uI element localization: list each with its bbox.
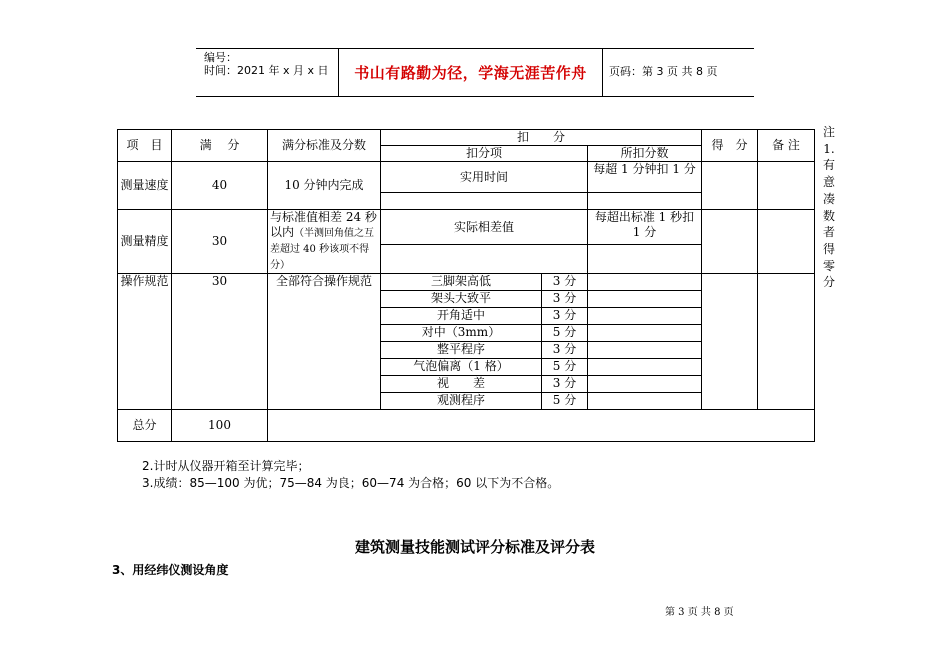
- norm-subitem-points: 3 分: [542, 342, 588, 359]
- header-deduct: 扣 分: [381, 130, 702, 146]
- norm-subitem-deduct: [588, 359, 702, 376]
- norm-subitem: 三脚架高低: [381, 274, 542, 291]
- norm-subitem-points: 5 分: [542, 359, 588, 376]
- row-norm-standard: 全部符合操作规范: [268, 274, 381, 410]
- norm-subitem-points: 5 分: [542, 325, 588, 342]
- norm-subitem-points: 3 分: [542, 376, 588, 393]
- header-divider-right: [602, 48, 603, 97]
- code-label: 编号：: [204, 51, 237, 64]
- header-standard: 满分标准及分数: [268, 130, 381, 162]
- header-score: 得 分: [702, 130, 758, 162]
- row-precision-deduct-item: 实际相差值: [381, 210, 588, 245]
- side-note: 注 1.有意凑数者得零分: [822, 125, 835, 290]
- row-total-full: 100: [172, 410, 268, 442]
- row-speed-deduct-score: 每超 1 分钟扣 1 分: [588, 162, 702, 193]
- norm-subitem-points: 3 分: [542, 308, 588, 325]
- norm-subitem-deduct: [588, 291, 702, 308]
- score-table: [117, 129, 815, 442]
- norm-subitem-deduct: [588, 325, 702, 342]
- header-full-score: 满 分: [172, 130, 268, 162]
- row-precision-score-blank: [588, 245, 702, 274]
- row-norm-remark: [758, 274, 815, 410]
- norm-subitem: 整平程序: [381, 342, 542, 359]
- norm-subitem-deduct: [588, 274, 702, 291]
- row-precision-full: 30: [172, 210, 268, 274]
- norm-subitem-points: 5 分: [542, 393, 588, 410]
- norm-subitem: 气泡偏离（1 格）: [381, 359, 542, 376]
- row-total-blank: [268, 410, 815, 442]
- section-title: 3、用经纬仪测设角度: [112, 563, 229, 577]
- norm-subitem: 对中（3mm）: [381, 325, 542, 342]
- row-speed-standard: 10 分钟内完成: [268, 162, 381, 210]
- row-speed-deduct-item: 实用时间: [381, 162, 588, 193]
- header-bottom-rule: [196, 96, 754, 97]
- row-precision-item: 测量精度: [118, 210, 172, 274]
- header-top-rule: [196, 48, 754, 49]
- note-line-3: 3.成绩：85—100 为优；75—84 为良；60—74 为合格；60 以下为不合格。: [142, 476, 560, 490]
- header-item: 项 目: [118, 130, 172, 162]
- note-line-2: 2.计时从仪器开箱至计算完毕；: [142, 459, 310, 473]
- norm-subitem: 观测程序: [381, 393, 542, 410]
- norm-subitem-deduct: [588, 376, 702, 393]
- row-norm-full: 30: [172, 274, 268, 410]
- page-label: 页码：第 3 页 共 8 页: [609, 65, 718, 78]
- norm-subitem: 视 差: [381, 376, 542, 393]
- norm-subitem: 开角适中: [381, 308, 542, 325]
- row-precision-standard: [268, 210, 381, 274]
- header-deduct-item: 扣分项: [381, 146, 588, 162]
- norm-subitem-deduct: [588, 342, 702, 359]
- row-norm-item: 操作规范: [118, 274, 172, 410]
- page-footer: 第 3 页 共 8 页: [665, 607, 734, 618]
- norm-subitem-points: 3 分: [542, 291, 588, 308]
- document-title: 建筑测量技能测试评分标准及评分表: [354, 538, 595, 556]
- row-precision-deduct-blank: [381, 245, 588, 274]
- row-norm-score: [702, 274, 758, 410]
- precision-standard-note: （半测回角值之互差超过 40 秒该项不得分）: [270, 228, 375, 271]
- row-precision-score: [702, 210, 758, 274]
- header-remark: 备 注: [758, 130, 815, 162]
- row-speed-score-blank: [588, 193, 702, 210]
- header-deduct-score: 所扣分数: [588, 146, 702, 162]
- precision-standard-main: 与标准值相差 24 秒以内: [270, 210, 377, 239]
- norm-subitem-deduct: [588, 308, 702, 325]
- row-total-item: 总分: [118, 410, 172, 442]
- row-speed-item: 测量速度: [118, 162, 172, 210]
- motto: 书山有路勤为径，学海无涯苦作舟: [354, 64, 587, 82]
- row-precision-remark: [758, 210, 815, 274]
- norm-subitem-points: 3 分: [542, 274, 588, 291]
- norm-subitem-deduct: [588, 393, 702, 410]
- row-speed-remark: [758, 162, 815, 210]
- row-precision-deduct-score: 每超出标准 1 秒扣 1 分: [588, 210, 702, 245]
- row-speed-score: [702, 162, 758, 210]
- row-speed-deduct-blank: [381, 193, 588, 210]
- row-speed-full: 40: [172, 162, 268, 210]
- norm-subitem: 架头大致平: [381, 291, 542, 308]
- time-label: 时间：2021 年 x 月 x 日: [204, 64, 329, 77]
